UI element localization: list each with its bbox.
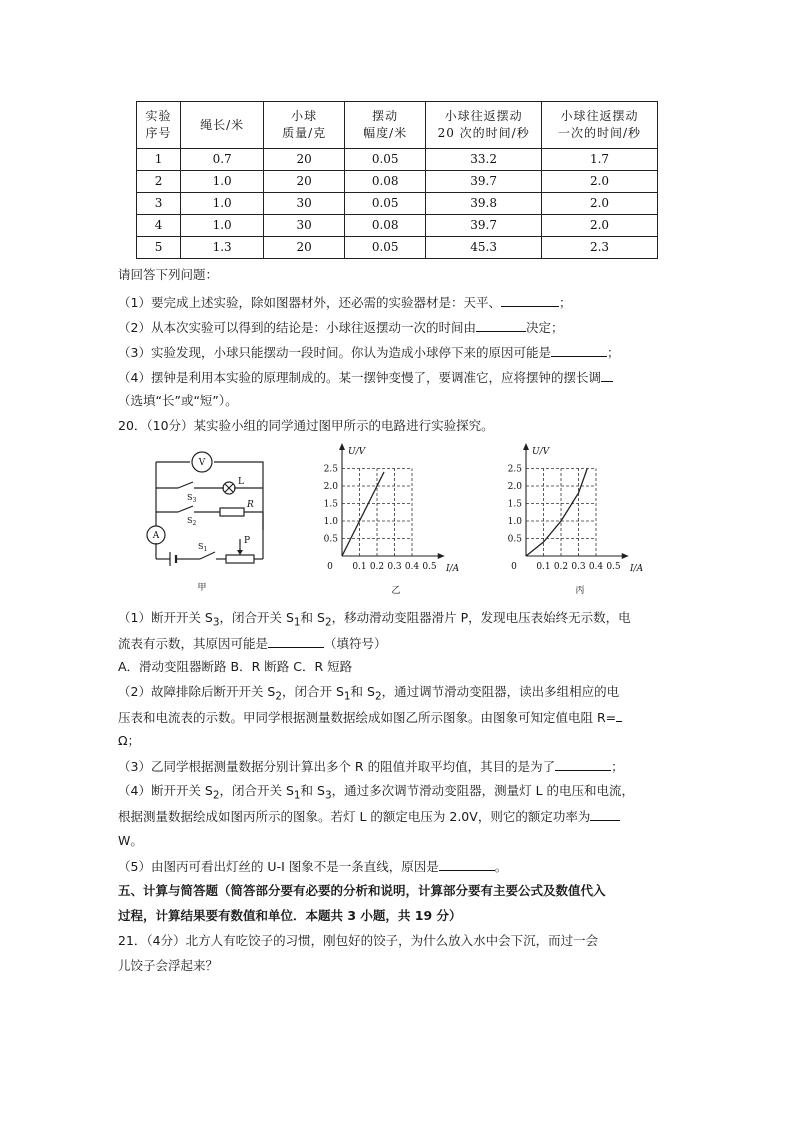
table-cell: 0.7 [181, 149, 264, 171]
table-cell: 2.0 [542, 171, 658, 193]
rheostat-icon [226, 555, 254, 563]
y-tick-label: 1.5 [507, 499, 522, 510]
wire [214, 462, 263, 530]
graph-caption: 乙 [391, 586, 401, 596]
q20-part5: （5）由图丙可看出灯丝的 U-I 图象不是一条直线，原因是 。 [118, 859, 508, 874]
s2-label: $S_2$ [187, 516, 197, 527]
graph-yi [312, 440, 460, 596]
x-tick-label: 0.3 [387, 562, 402, 572]
x-tick-label: 0.3 [571, 562, 586, 572]
x-tick-label: 0.5 [606, 562, 621, 572]
table-cell: 1.7 [542, 149, 658, 171]
table-cell: 30 [264, 193, 345, 215]
q19-part4: （4）摆钟是利用本实验的原理制成的。某一摆钟变慢了，要调准它，应将摆钟的摆长调 [118, 369, 613, 386]
switch-s2 [178, 506, 193, 512]
table-cell: 20 [264, 171, 345, 193]
x-tick-label: 0.2 [369, 562, 385, 572]
header-cell: 实验 序号 [137, 102, 181, 149]
q19-part1: （1）要完成上述实验，除如图器材外，还必需的实验器材是：天平、 ； [118, 295, 572, 310]
q21-text-cont: 儿饺子会浮起来？ [118, 958, 219, 973]
graph-bing [496, 440, 646, 596]
table-cell: 39.7 [426, 171, 542, 193]
answer-blank[interactable] [501, 294, 559, 307]
table-cell: 45.3 [426, 237, 542, 259]
graph-grid [526, 469, 596, 557]
q19-part2: （2）从本次实验可以得到的结论是：小球往返摆动一次的时间由 决定； [118, 320, 564, 335]
table-row [137, 149, 658, 171]
header-cell: 绳长/米 [181, 102, 264, 149]
slider-label: P [244, 536, 251, 546]
table-cell: 0.05 [345, 149, 426, 171]
answer-blank[interactable] [601, 369, 613, 382]
y-arrow-icon [523, 443, 529, 450]
table-cell: 2.0 [542, 193, 658, 215]
q20-part1-cont: 流表有示数，其原因可能是 （填符号） [118, 636, 387, 651]
table-cell: 2 [137, 171, 181, 193]
y-axis-label: U/V [348, 447, 366, 457]
s1-label: $S_1$ [198, 542, 208, 553]
table-cell: 3 [137, 193, 181, 215]
voltmeter-label: V [198, 458, 206, 468]
header-cell: 摆动 幅度/米 [345, 102, 426, 149]
header-cell: 小球 质量/克 [264, 102, 345, 149]
table-header-row [137, 102, 658, 149]
switch-s3 [178, 482, 193, 488]
table-cell: 33.2 [426, 149, 542, 171]
lamp-label: L [238, 477, 244, 487]
x-arrow-icon [438, 553, 445, 559]
x-tick-label: 0.4 [404, 562, 420, 572]
x-tick-label: 0.1 [536, 562, 551, 572]
table-cell: 1.0 [181, 215, 264, 237]
s3-label: $S_3$ [187, 493, 197, 504]
y-tick-label: 2.5 [323, 464, 338, 475]
table-cell: 4 [137, 215, 181, 237]
answer-blank[interactable] [555, 758, 611, 771]
q20-part2-unit: Ω； [118, 733, 141, 748]
x-tick-label: 0 [327, 562, 333, 572]
answer-blank[interactable] [439, 858, 495, 871]
circuit-caption: 甲 [197, 583, 207, 593]
table-cell: 0.08 [345, 171, 426, 193]
x-tick-label: 0.4 [588, 562, 604, 572]
q19-intro: 请回答下列问题： [118, 267, 219, 282]
y-axis-label: U/V [532, 447, 550, 457]
header-cell: 小球往返摆动 20 次的时间/秒 [426, 102, 542, 149]
table-cell: 1.3 [181, 237, 264, 259]
q20-part4-cont: 根据测量数据绘成如图丙所示的图象。若灯 L 的额定电压为 2.0V，则它的额定功率为 [118, 808, 620, 825]
answer-blank[interactable] [590, 808, 620, 821]
resistor-label: R [247, 500, 254, 510]
table-row [137, 193, 658, 215]
x-axis-label: I/A [630, 564, 644, 574]
q20-part2: （2）故障排除后断开开关 $S_2$，闭合开 $S_1$和 $S_2$，通过调节滑动变阻器，读出多组相应的电 [118, 684, 620, 703]
answer-blank[interactable] [616, 709, 622, 722]
y-tick-label: 1.0 [507, 517, 522, 527]
y-tick-label: 1.0 [323, 517, 338, 527]
resistor-icon [220, 508, 244, 516]
graph-caption: 丙 [575, 586, 585, 596]
circuit-diagram [140, 448, 280, 593]
y-arrow-icon [339, 443, 345, 450]
answer-blank[interactable] [476, 319, 526, 332]
x-tick-label: 0.5 [422, 562, 437, 572]
data-line [526, 469, 587, 557]
q20-part4: （4）断开开关 $S_2$，闭合开关 $S_1$和 $S_3$，通过多次调节滑动变阻器，测量灯 L 的电压和电流， [118, 783, 635, 802]
header-cell: 小球往返摆动 一次的时间/秒 [542, 102, 658, 149]
table-cell: 20 [264, 149, 345, 171]
q20-part4-unit: W。 [118, 833, 143, 848]
q19-part4-cont: （选填“长”或“短”）。 [118, 393, 238, 408]
switch-s1 [200, 552, 215, 559]
table-row [137, 237, 658, 259]
y-tick-label: 1.5 [323, 499, 338, 510]
slider-arrowhead-icon [237, 550, 243, 555]
table-cell: 2.3 [542, 237, 658, 259]
x-arrow-icon [622, 553, 629, 559]
table-cell: 39.8 [426, 193, 542, 215]
x-tick-label: 0.2 [553, 562, 569, 572]
table-cell: 0.05 [345, 237, 426, 259]
y-tick-label: 0.5 [507, 534, 522, 545]
graph-grid [342, 469, 412, 557]
y-tick-label: 2.0 [323, 482, 338, 492]
q19-part3: （3）实验发现，小球只能摆动一段时间。你认为造成小球停下来的原因可能是 ； [118, 345, 620, 360]
y-tick-label: 2.5 [507, 464, 522, 475]
x-axis-label: I/A [446, 564, 460, 574]
q20-part3: （3）乙同学根据测量数据分别计算出多个 R 的阻值并取平均值，其目的是为了 ； [118, 759, 624, 774]
table-cell: 2.0 [542, 215, 658, 237]
ammeter-label: A [152, 531, 160, 541]
answer-blank[interactable] [551, 344, 607, 357]
table-cell: 0.08 [345, 215, 426, 237]
q21-text: 21．（4分）北方人有吃饺子的习惯，刚包好的饺子，为什么放入水中会下沉，而过一会 [118, 933, 599, 948]
data-line [342, 472, 384, 556]
answer-blank[interactable] [268, 635, 324, 648]
section5-heading: 五、计算与简答题（简答部分要有必要的分析和说明，计算部分要有主要公式及数值代入 [118, 883, 606, 898]
table-cell: 30 [264, 215, 345, 237]
table-row [137, 215, 658, 237]
table-cell: 1 [137, 149, 181, 171]
table-cell: 1.0 [181, 193, 264, 215]
graph-axes [339, 443, 445, 559]
section5-heading-cont: 过程，计算结果要有数值和单位．本题共 3 小题，共 19 分） [118, 908, 462, 923]
experiment-table [136, 101, 658, 259]
table-cell: 39.7 [426, 215, 542, 237]
y-tick-label: 0.5 [323, 534, 338, 545]
table-cell: 20 [264, 237, 345, 259]
q20-part1: （1）断开开关 $S_3$，闭合开关 $S_1$和 $S_2$，移动滑动变阻器滑片 P，发现电压表始终无示数，电 [118, 610, 631, 629]
graph-axes [523, 443, 629, 559]
table-cell: 1.0 [181, 171, 264, 193]
table-cell: 0.05 [345, 193, 426, 215]
table-row [137, 171, 658, 193]
q20-options: A．滑动变阻器断路 B．R 断路 C．R 短路 [118, 659, 353, 674]
x-tick-label: 0 [511, 562, 517, 572]
table-cell: 5 [137, 237, 181, 259]
y-tick-label: 2.0 [507, 482, 522, 492]
q20-part2-cont: 压表和电流表的示数。甲同学根据测量数据绘成如图乙所示图象。由图象可知定值电阻 R= [118, 709, 622, 726]
x-tick-label: 0.1 [352, 562, 367, 572]
q20-title: 20．（10分）某实验小组的同学通过图甲所示的电路进行实验探究。 [118, 418, 494, 433]
